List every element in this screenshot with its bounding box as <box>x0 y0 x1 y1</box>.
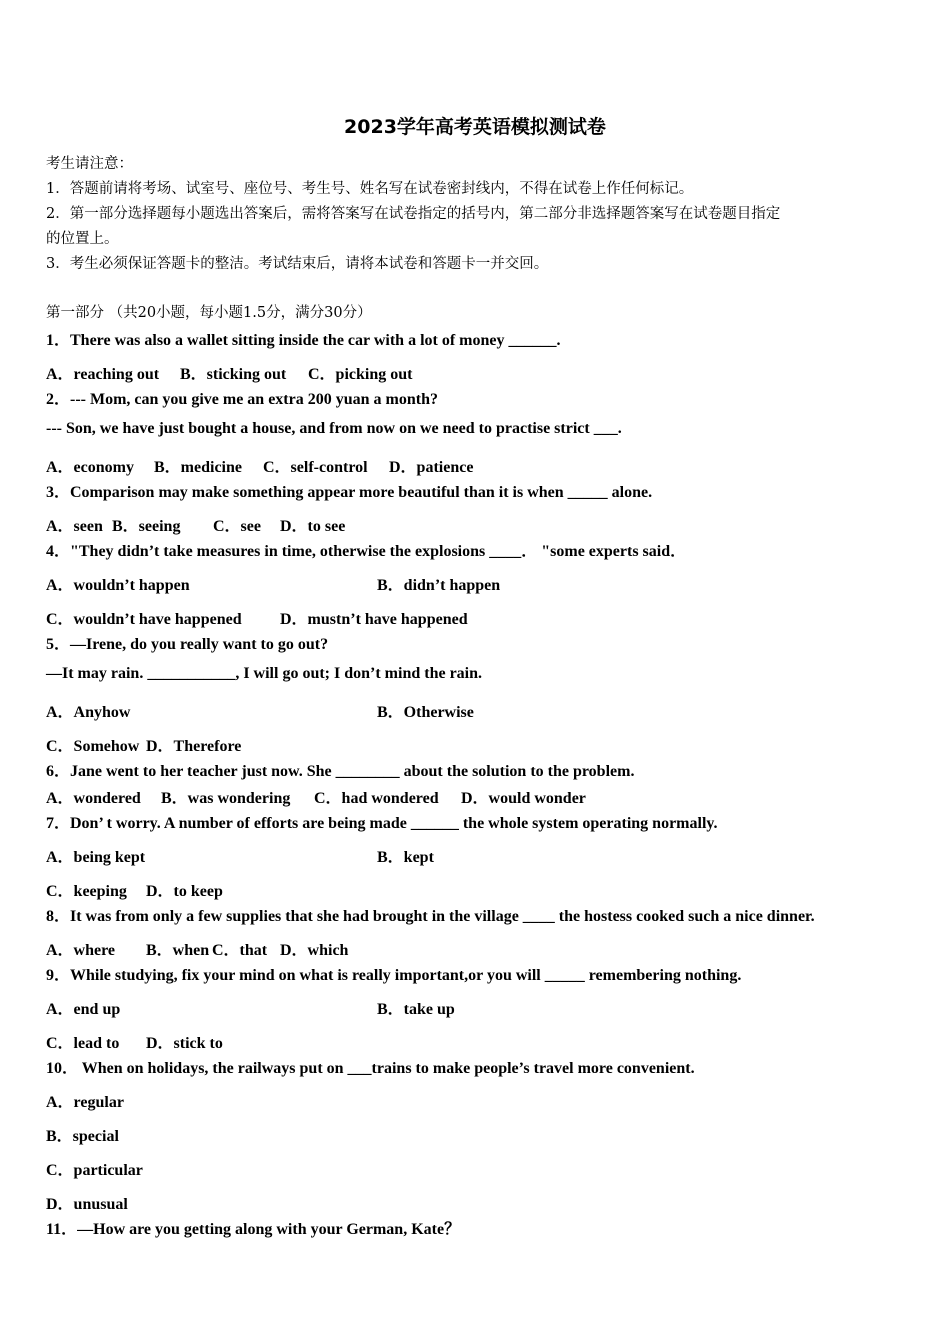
question-stem: 7．Don’ t worry. A number of efforts are being made ______ the whole system operating normally. <box>46 815 718 832</box>
question-stem: 6．Jane went to her teacher just now. She ________ about the solution to the problem. <box>46 763 635 780</box>
option-a: A．being kept <box>46 849 146 866</box>
question-stem: 3．Comparison may make something appear more beautiful than it is when _____ alone. <box>46 484 653 501</box>
notice-item: 1．答题前请将考场、试室号、座位号、考生号、姓名写在试卷密封线内，不得在试卷上作任何标记。 <box>46 181 694 197</box>
option-b: B．seeing <box>112 518 181 535</box>
option-a: A．end up <box>46 1001 121 1018</box>
option-b: B．didn’t happen <box>377 577 501 594</box>
option-a: A．wondered <box>46 790 141 807</box>
option-a: A．seen <box>46 518 103 535</box>
question-stem-continued: —It may rain. ___________, I will go out; I don’t mind the rain. <box>46 665 483 682</box>
option-c: C．had wondered <box>314 790 439 807</box>
option-a: A．where <box>46 942 116 959</box>
question-stem: 2．--- Mom, can you give me an extra 200 yuan a month? <box>46 391 438 408</box>
option-a: A．Anyhow <box>46 704 131 721</box>
option-b: B．sticking out <box>180 366 287 383</box>
option-c: C．lead to <box>46 1035 120 1052</box>
option-a: A．regular <box>46 1094 124 1111</box>
option-d: D．would wonder <box>461 790 586 807</box>
option-c: C．wouldn’t have happened <box>46 611 242 628</box>
option-d: D．patience <box>389 459 474 476</box>
option-c: C．particular <box>46 1162 143 1179</box>
option-c: C．that <box>212 942 268 959</box>
option-c: C．Somehow <box>46 738 140 755</box>
question-stem: 4．"They didn’t take measures in time, otherwise the explosions ____． "some experts said． <box>46 543 687 560</box>
option-b: B．Otherwise <box>377 704 474 721</box>
question-stem: 11．—How are you getting along with your German, Kate？ <box>46 1221 461 1238</box>
option-a: A．wouldn’t happen <box>46 577 190 594</box>
option-d: D．stick to <box>146 1035 223 1052</box>
question-stem: 1．There was also a wallet sitting inside the car with a lot of money ______. <box>46 332 561 349</box>
question-stem: 10． When on holidays, the railways put on ___trains to make people’s travel more convenient. <box>46 1060 695 1077</box>
notice-item: 的位置上。 <box>46 231 119 247</box>
option-b: B．special <box>46 1128 119 1145</box>
option-d: D．mustn’t have happened <box>280 611 468 628</box>
option-b: B．was wondering <box>161 790 291 807</box>
question-stem-continued: --- Son, we have just bought a house, and from now on we need to practise strict ___. <box>46 420 622 437</box>
notice-item: 3．考生必须保证答题卡的整洁。考试结束后，请将本试卷和答题卡一并交回。 <box>46 256 549 272</box>
option-d: D．to keep <box>146 883 223 900</box>
notice-item: 2．第一部分选择题每小题选出答案后，需将答案写在试卷指定的括号内，第二部分非选择题答案写在试卷题目指定 <box>46 206 781 222</box>
option-b: B．take up <box>377 1001 455 1018</box>
notice-heading: 考生请注意： <box>46 156 133 172</box>
option-d: D．Therefore <box>146 738 242 755</box>
option-d: D．to see <box>280 518 346 535</box>
option-b: B．medicine <box>154 459 242 476</box>
question-stem: 5．—Irene, do you really want to go out? <box>46 636 329 653</box>
section-heading: 第一部分 （共20小题，每小题1.5分，满分30分） <box>46 305 372 321</box>
option-a: A．reaching out <box>46 366 160 383</box>
option-b: B．when <box>146 942 210 959</box>
option-c: C．self-control <box>263 459 368 476</box>
option-b: B．kept <box>377 849 434 866</box>
option-a: A．economy <box>46 459 134 476</box>
question-stem: 9．While studying, fix your mind on what is really important,or you will _____ remembering nothing. <box>46 967 742 984</box>
option-d: D．unusual <box>46 1196 128 1213</box>
page-title: 2023学年高考英语模拟测试卷 <box>344 116 606 138</box>
option-c: C．see <box>213 518 261 535</box>
question-stem: 8．It was from only a few supplies that she had brought in the village ____ the hostess cooked such a nice dinner. <box>46 908 815 925</box>
option-d: D．which <box>280 942 349 959</box>
option-c: C．picking out <box>308 366 413 383</box>
option-c: C．keeping <box>46 883 127 900</box>
